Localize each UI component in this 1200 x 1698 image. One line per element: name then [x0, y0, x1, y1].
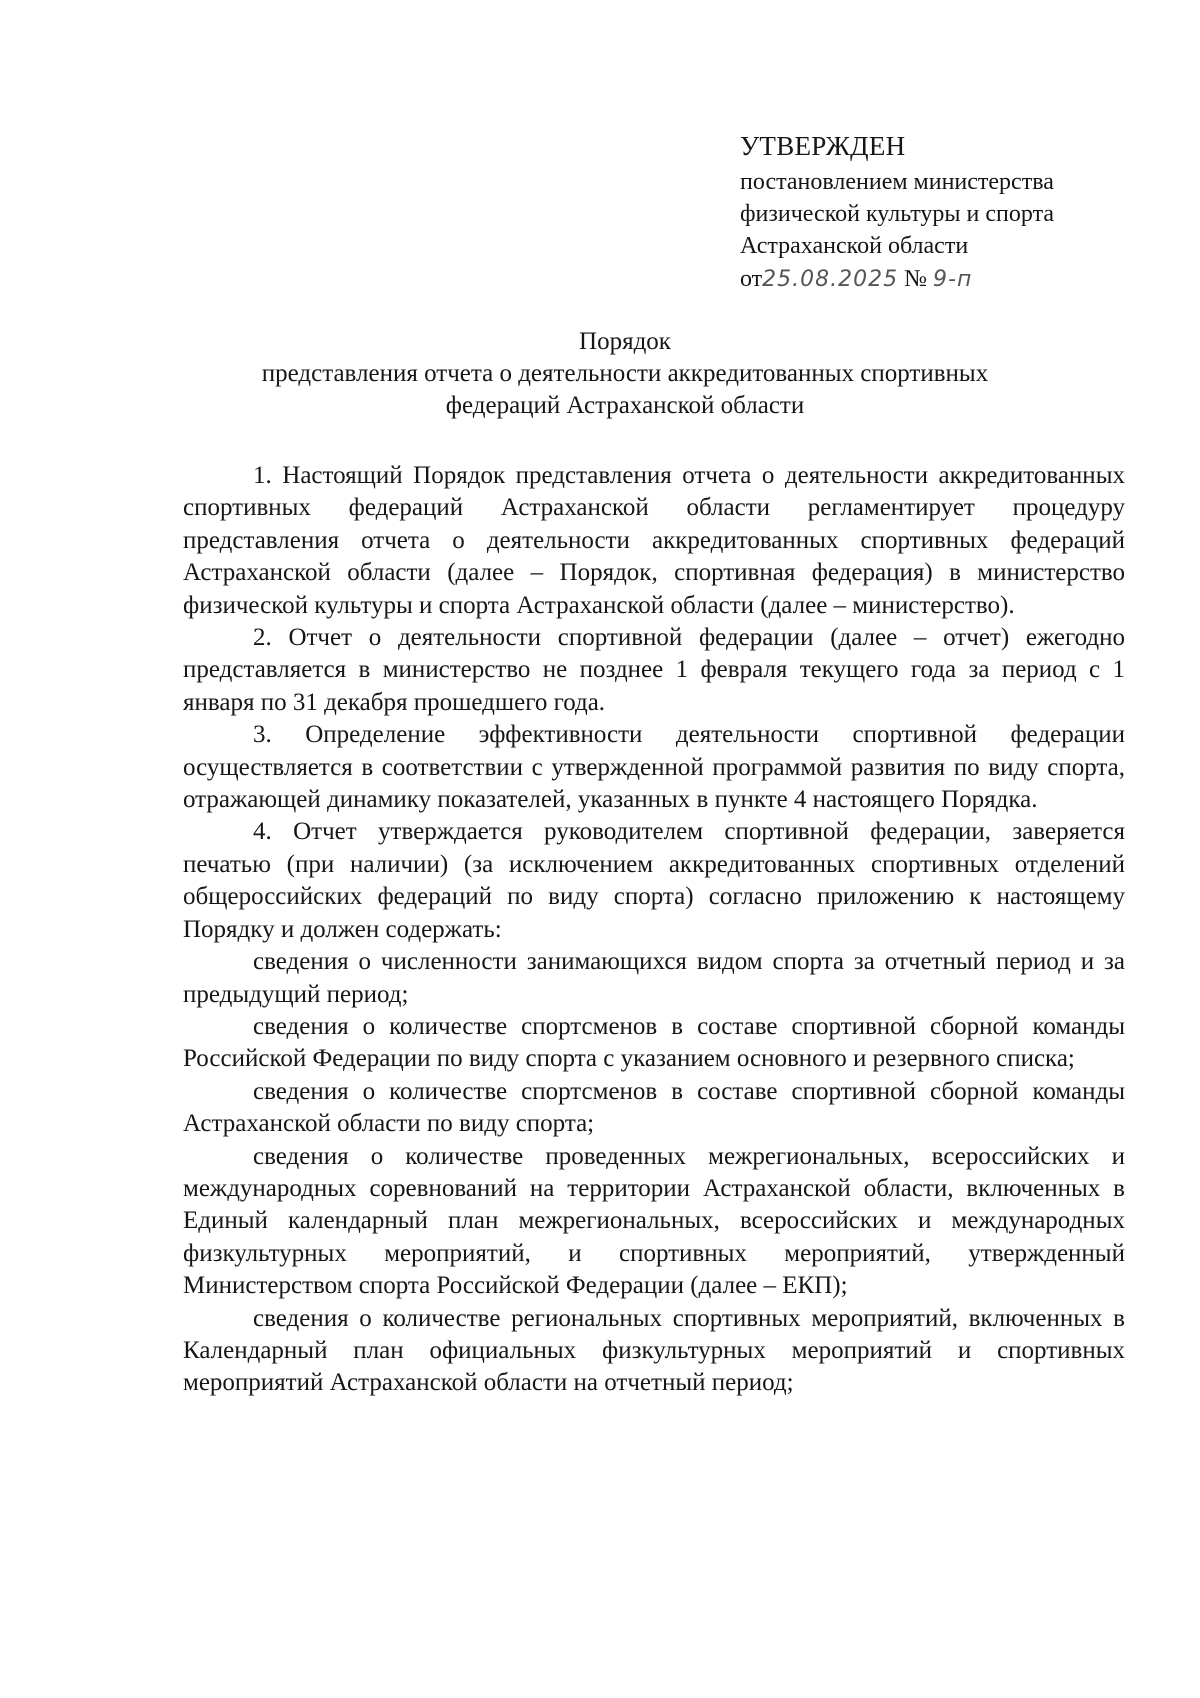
document-title: Порядок — [579, 328, 671, 355]
approval-stamp-block — [740, 128, 1160, 296]
paragraph-2: 2. Отчет о деятельности спортивной федерации (далее – отчет) ежегодно представляется в министерство не позднее 1 февраля текущего года за период с 1 января по 31 декабря прошедшего года. — [183, 624, 1125, 716]
paragraph-4: 4. Отчет утверждается руководителем спортивной федерации, заверяется печатью (при наличии) (за исключением аккредитованных спортивных отделений общероссийских федераций по виду спорта) согласно приложению к настоящему Порядку и должен содержать: — [183, 818, 1125, 943]
approval-line-3: Астраханской области — [740, 233, 969, 259]
handwritten-date: 25.08.2025 — [762, 267, 899, 292]
document-subtitle-line-2: федераций Астраханской области — [445, 392, 805, 419]
approval-line-1: постановлением министерства — [740, 169, 1054, 195]
list-item-regional-team: сведения о количестве спортсменов в составе спортивной сборной команды Астраханской области по виду спорта; — [183, 1077, 1125, 1138]
handwritten-number: 9-п — [933, 267, 973, 292]
list-item-ekp-competitions: сведения о количестве проведенных межрегиональных, всероссийских и международных соревнований на территории Астраханской области, включенных в Единый календарный план межрегиональных, всероссийских и международных физкультурных мероприятий, и спортивных мероприятий, утвержденный Министерством спорта Российской Федерации (далее – ЕКП); — [183, 1142, 1125, 1300]
approval-date-line — [740, 263, 1160, 296]
document-subtitle-line-1: представления отчета о деятельности аккредитованных спортивных — [261, 360, 989, 387]
document-title-block — [190, 326, 1060, 422]
list-item-participants: сведения о численности занимающихся видом спорта за отчетный период и за предыдущий период; — [183, 948, 1125, 1008]
document-body — [183, 460, 1125, 1400]
list-item-regional-events: сведения о количестве региональных спортивных мероприятий, включенных в Календарный план официальных физкультурных мероприятий и спортивных мероприятий Астраханской области на отчетный период; — [183, 1304, 1125, 1397]
list-item-national-team: сведения о количестве спортсменов в составе спортивной сборной команды Российской Федерации по виду спорта с указанием основного и резервного списка; — [183, 1012, 1125, 1073]
paragraph-1: 1. Настоящий Порядок представления отчета о деятельности аккредитованных спортивных федераций Астраханской области регламентирует процедуру представления отчета о деятельности аккредитованных спортивных федераций Астраханской области (далее – Порядок, спортивная федерация) в министерство физической культуры и спорта Астраханской области (далее – министерство). — [183, 462, 1125, 619]
approval-line-2: физической культуры и спорта — [740, 201, 1055, 227]
approval-heading: УТВЕРЖДЕН — [740, 131, 906, 161]
date-prefix: от — [740, 266, 763, 292]
paragraph-3: 3. Определение эффективности деятельности спортивной федерации осуществляется в соответствии с утвержденной программой развития по виду спорта, отражающей динамику показателей, указанных в пункте 4 настоящего Порядка. — [183, 721, 1125, 814]
number-prefix: № — [904, 266, 928, 292]
